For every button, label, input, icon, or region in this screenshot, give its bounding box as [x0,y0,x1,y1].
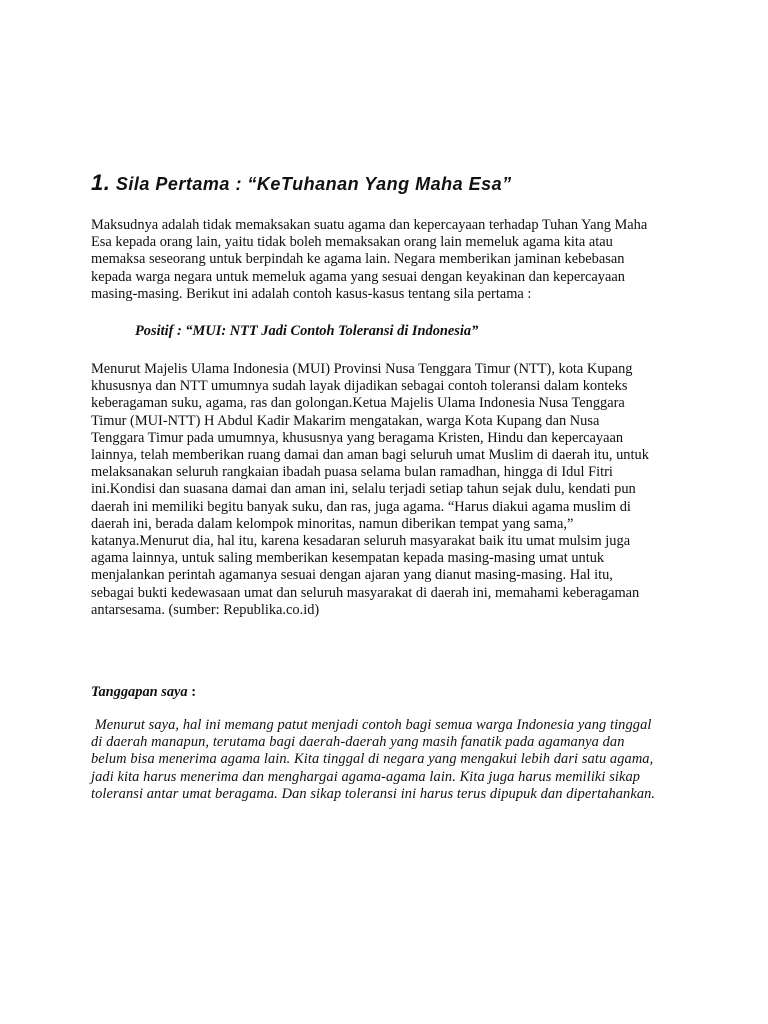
intro-line: masing-masing. Berikut ini adalah contoh kasus-kasus tentang sila pertama : [91,285,532,302]
body-line: lainnya, telah memberikan ruang damai dan aman bagi seluruh umat Muslim di daerah itu, untuk [91,447,649,464]
intro-line: memaksa seseorang untuk berpindah ke agama lain. Negara memberikan jaminan kebebasan [91,251,625,268]
response-line: jadi kita harus menerima dan menghargai agama-agama lain. Kita juga harus memiliki sikap [91,768,641,785]
response-label-text: Tanggapan saya [91,684,188,700]
section-heading [91,170,512,196]
response-label-colon: : [187,684,197,700]
response-line: belum bisa menerima agama lain. Kita tinggal di negara yang mengakui lebih dari satu agama, [91,751,654,768]
body-line: daerah ini, berada dalam kelompok minoritas, namun diberikan tempat yang sama,” [91,515,574,532]
response-line: Menurut saya, hal ini memang patut menjadi contoh bagi semua warga Indonesia yang tinggal [91,717,652,733]
intro-line: Maksudnya adalah tidak memaksakan suatu agama dan kepercayaan terhadap Tuhan Yang Maha [91,217,648,233]
response-line: di daerah manapun, terutama bagi daerah-daerah yang masih fanatik pada agamanya dan [91,734,625,751]
body-line: daerah ini memiliki begitu banyak suku, dan ras, juga agama. “Harus diakui agama muslim di [91,498,631,515]
body-line: menjalankan perintah agamanya sesuai dengan ajaran yang dianut masing-masing. Hal itu, [91,567,613,584]
example-subheading: Positif : “MUI: NTT Jadi Contoh Toleransi di Indonesia” [135,323,479,339]
response-paragraph [91,717,681,803]
body-line: ini.Kondisi dan suasana damai dan aman ini, selalu terjadi setiap tahun sejak dulu, kendati pun [91,481,636,498]
intro-paragraph [91,217,681,303]
intro-line: Esa kepada orang lain, yaitu tidak boleh memaksakan orang lain memeluk agama kita atau [91,234,613,251]
body-line: keberagaman suku, agama, ras dan golongan.Ketua Majelis Ulama Indonesia Nusa Tenggara [91,395,625,412]
body-line: katanya.Menurut dia, hal itu, karena kesadaran seluruh masyarakat baik itu umat mulsim juga [91,533,631,550]
heading-number: 1. [91,170,111,195]
response-label [91,684,196,701]
body-line: sebagai bukti kedewasaan umat dan seluruh masyarakat di daerah ini, memahami keberagaman [91,584,640,601]
intro-line: kepada warga negara untuk memeluk agama yang sesuai dengan keyakinan dan kepercayaan [91,268,625,285]
body-line: khususnya dan NTT umumnya sudah layak dijadikan sebagai contoh toleransi dalam konteks [91,378,628,395]
body-line: agama lainnya, untuk saling memberikan kesempatan kepada masing-masing umat untuk [91,550,605,567]
body-line: melaksanakan seluruh rangkaian ibadah puasa selama bulan ramadhan, hingga di Idul Fitri [91,464,613,481]
body-line: Tenggara Timur pada umumnya, khususnya yang beragama Kristen, Hindu dan kepercayaan [91,429,624,446]
body-line: Menurut Majelis Ulama Indonesia (MUI) Provinsi Nusa Tenggara Timur (NTT), kota Kupang [91,361,633,377]
body-line: Timur (MUI-NTT) H Abdul Kadir Makarim mengatakan, warga Kota Kupang dan Nusa [91,412,600,429]
body-paragraph [91,361,681,619]
heading-text: Sila Pertama : “KeTuhanan Yang Maha Esa” [115,174,512,194]
body-line: antarsesama. (sumber: Republika.co.id) [91,601,320,618]
response-line: toleransi antar umat beragama. Dan sikap toleransi ini harus terus dipupuk dan dipertahankan. [91,785,656,802]
